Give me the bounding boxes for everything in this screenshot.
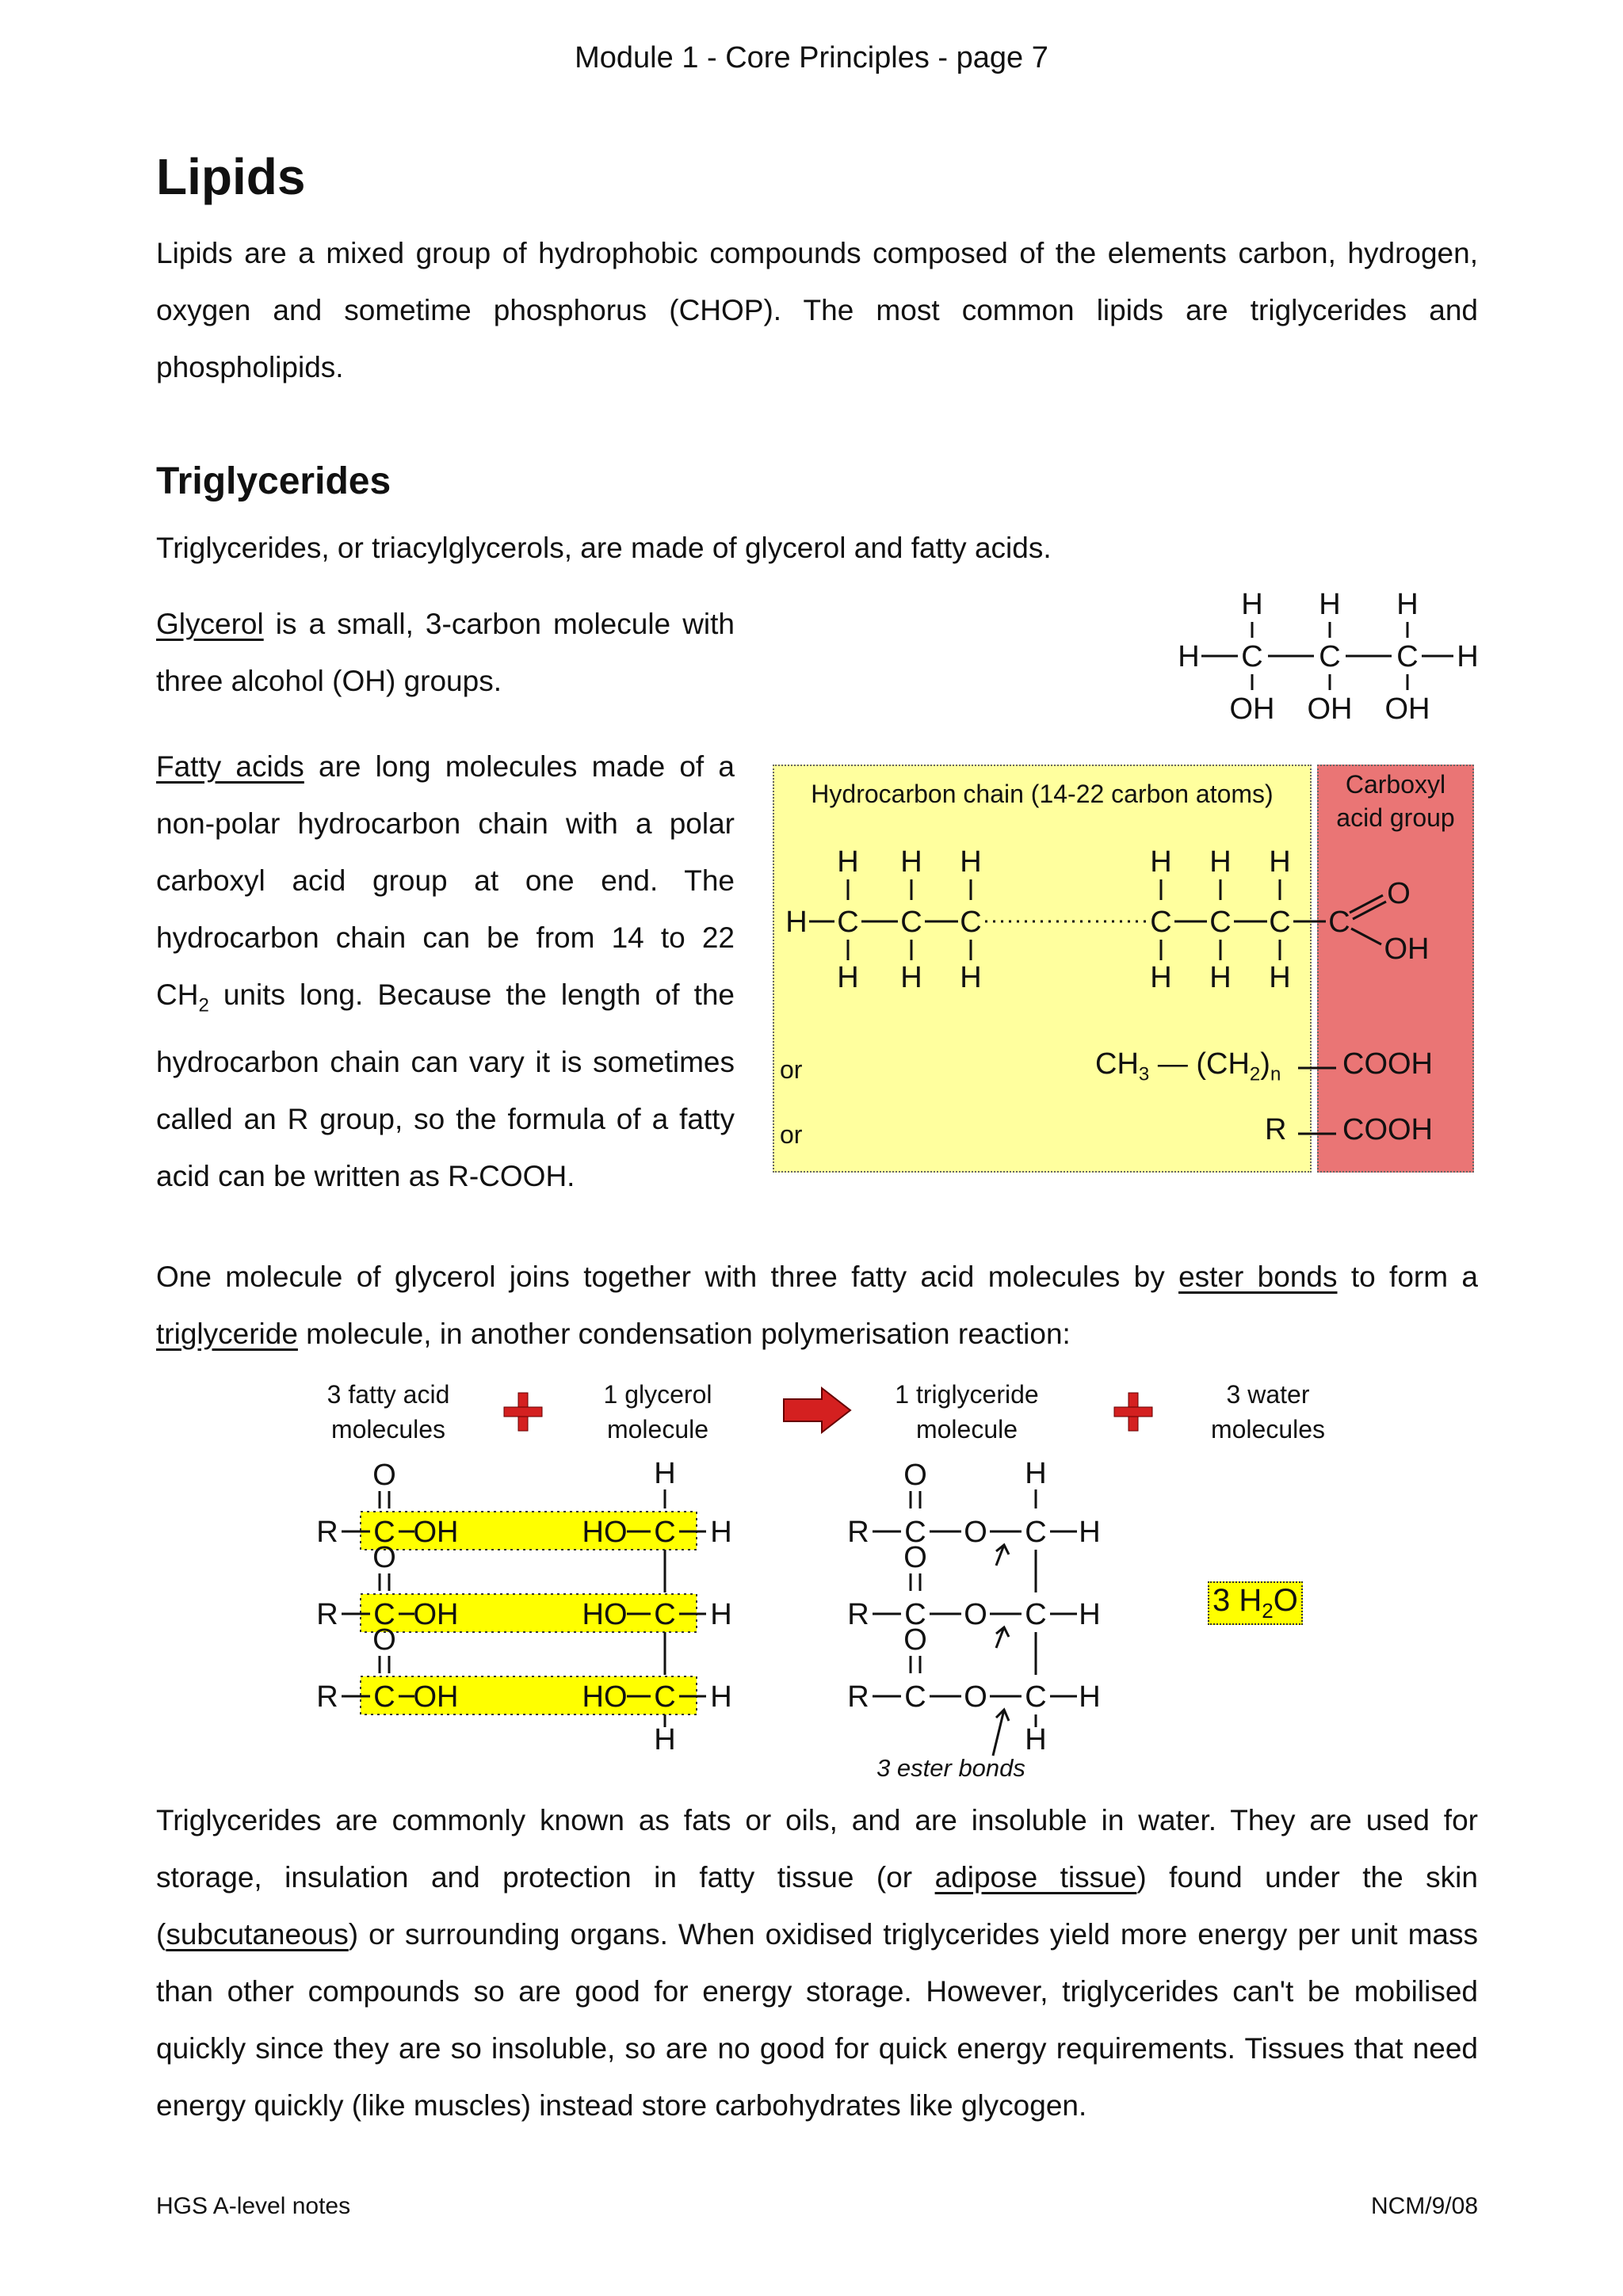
svg-text:C: C: [1025, 1598, 1047, 1631]
svg-text:H: H: [710, 1680, 732, 1714]
svg-text:H: H: [1269, 961, 1291, 994]
svg-text:R: R: [316, 1598, 338, 1631]
svg-text:H: H: [900, 845, 922, 879]
svg-text:C: C: [904, 1680, 926, 1714]
svg-text:C: C: [1025, 1516, 1047, 1549]
svg-text:OH: OH: [1307, 692, 1353, 726]
formula-ch3-sub: 3: [1138, 1063, 1150, 1085]
svg-text:H: H: [1025, 1723, 1047, 1756]
glycerol-paragraph: [156, 596, 735, 710]
svg-text:C: C: [1328, 906, 1350, 939]
svg-text:H: H: [1079, 1516, 1101, 1549]
formula-n-sub: n: [1270, 1063, 1281, 1085]
svg-text:H: H: [710, 1516, 732, 1549]
ester-bonds-term: ester bonds: [1178, 1261, 1338, 1293]
svg-text:H: H: [1457, 640, 1479, 673]
label-fatty-acids: [293, 1377, 483, 1447]
glycerol-term: Glycerol: [156, 608, 264, 640]
svg-text:OH: OH: [413, 1598, 459, 1631]
svg-text:H: H: [1079, 1680, 1101, 1714]
formula-bond-lines: [1293, 1050, 1341, 1137]
join-text-1: One molecule of glycerol joins together with three fatty acid molecules by: [156, 1261, 1179, 1293]
svg-text:R: R: [316, 1516, 338, 1549]
label-water-line2: molecules: [1210, 1415, 1326, 1444]
svg-text:H: H: [710, 1598, 732, 1631]
label-glycerol-line1: 1 glycerol: [603, 1380, 712, 1409]
water-formula: [1208, 1581, 1303, 1625]
label-water: [1173, 1377, 1363, 1447]
svg-text:H: H: [654, 1457, 676, 1490]
svg-text:C: C: [1025, 1680, 1047, 1714]
label-fatty-line2: molecules: [330, 1415, 446, 1444]
svg-text:C: C: [904, 1598, 926, 1631]
svg-text:C: C: [1269, 906, 1291, 939]
svg-text:C: C: [373, 1516, 395, 1549]
formula-close: ): [1260, 1047, 1270, 1081]
fatty-text-2: units long. Because the length of the hydrocarbon chain can vary it is sometimes called an R group, so the formula of a fatty acid can be written as R-COOH.: [156, 978, 735, 1193]
svg-text:H: H: [900, 961, 922, 994]
svg-text:C: C: [1150, 906, 1172, 939]
svg-text:H: H: [1396, 588, 1419, 621]
or-label-2: or: [780, 1120, 803, 1149]
triglyceride-uses-paragraph: [156, 1792, 1478, 2134]
label-tri-line1: 1 triglyceride: [895, 1380, 1039, 1409]
svg-text:C: C: [654, 1598, 676, 1631]
svg-text:R: R: [847, 1598, 869, 1631]
svg-text:OH: OH: [413, 1516, 459, 1549]
fatty-acids-paragraph: [156, 738, 735, 1205]
svg-text:O: O: [1387, 877, 1411, 910]
svg-text:C: C: [654, 1516, 676, 1549]
hydrocarbon-chain-label: Hydrocarbon chain (14-22 carbon atoms): [811, 780, 1274, 808]
svg-text:C: C: [654, 1680, 676, 1714]
glycerol-structure-diagram: [1173, 582, 1490, 741]
svg-text:H: H: [1150, 961, 1172, 994]
running-header: Module 1 - Core Principles - page 7: [575, 41, 1048, 74]
svg-text:O: O: [903, 1541, 927, 1574]
label-fatty-line1: 3 fatty acid: [327, 1380, 450, 1409]
ester-bond-paragraph: [156, 1249, 1478, 1363]
reactants-diagram: [305, 1456, 749, 1757]
fatty-acids-term: Fatty acids: [156, 750, 304, 783]
formula-r: R: [1265, 1113, 1287, 1146]
carboxyl-label-line2: acid group: [1336, 803, 1455, 832]
footer-right: NCM/9/08: [1370, 2193, 1478, 2219]
svg-text:OH: OH: [413, 1680, 459, 1714]
svg-text:C: C: [1209, 906, 1232, 939]
formula-cooh-2: COOH: [1342, 1113, 1433, 1146]
page-title: Lipids: [156, 148, 306, 205]
uses-text-1: Triglycerides are commonly known as fats or oils, and are insoluble in water. They are used for storage, insulation and protection in fatty tissue (or: [156, 1804, 1478, 1894]
triglyceride-term: triglyceride: [156, 1318, 298, 1350]
uses-text-3: ) or surrounding organs. When oxidised triglycerides yield more energy per unit mass than other compounds so are good for energy storage. However, triglycerides can't be mobilised quickly since they are so insoluble, so are no good for quick energy requirements. Tissues that need energy quickly (like muscles) instead store carbohydrates like glycogen.: [156, 1918, 1478, 2122]
svg-text:O: O: [964, 1516, 987, 1549]
label-tri-line2: molecule: [915, 1415, 1018, 1444]
svg-text:H: H: [1241, 588, 1263, 621]
svg-text:R: R: [316, 1680, 338, 1714]
svg-text:C: C: [960, 906, 982, 939]
svg-text:H: H: [1079, 1598, 1101, 1631]
glycerol-text: is a small, 3-carbon molecule with three alcohol (OH) groups.: [156, 608, 735, 697]
svg-text:O: O: [372, 1623, 396, 1657]
svg-text:H: H: [1025, 1457, 1047, 1490]
svg-text:H: H: [837, 845, 859, 879]
svg-text:OH: OH: [1229, 692, 1275, 726]
fatty-text-1: are long molecules made of a non-polar hydrocarbon chain with a polar carboxyl acid group at one end. The hydrocarbon chain can be from 14 to 22 CH: [156, 750, 735, 1011]
label-triglyceride: [864, 1377, 1070, 1447]
section-heading-triglycerides: Triglycerides: [156, 460, 391, 502]
svg-text:H: H: [960, 961, 982, 994]
footer-left: HGS A-level notes: [156, 2193, 351, 2219]
fatty-acid-formula-ch3ch2n: [1095, 1047, 1281, 1086]
svg-text:O: O: [372, 1541, 396, 1574]
formula-ch2-sub: 2: [1249, 1063, 1261, 1085]
svg-text:H: H: [1319, 588, 1341, 621]
svg-text:C: C: [373, 1680, 395, 1714]
svg-text:O: O: [372, 1459, 396, 1492]
triglycerides-lead: Triglycerides, or triacylglycerols, are made of glycerol and fatty acids.: [156, 532, 1052, 564]
svg-text:H: H: [1209, 961, 1232, 994]
svg-text:O: O: [964, 1598, 987, 1631]
triglyceride-diagram: [836, 1456, 1169, 1789]
svg-text:H: H: [1150, 845, 1172, 879]
label-glycerol: [563, 1377, 753, 1447]
svg-text:C: C: [1319, 640, 1341, 673]
svg-text:H: H: [1209, 845, 1232, 879]
svg-text:C: C: [837, 906, 859, 939]
carboxyl-label-line1: Carboxyl: [1345, 770, 1446, 799]
plus-icon: [499, 1388, 547, 1436]
intro-paragraph: Lipids are a mixed group of hydrophobic compounds composed of the elements carbon, hydrogen, oxygen and sometime phosphorus (CHOP). The most common lipids are triglycerides and phospholipids.: [156, 237, 1478, 383]
uses-text-2: ) found under the skin (: [156, 1861, 1478, 1951]
adipose-tissue-term: adipose tissue: [934, 1861, 1137, 1894]
svg-text:H: H: [960, 845, 982, 879]
svg-text:H: H: [1269, 845, 1291, 879]
ester-bonds-label: 3 ester bonds: [876, 1754, 1025, 1782]
svg-text:H: H: [1178, 640, 1200, 673]
svg-text:C: C: [1396, 640, 1419, 673]
svg-text:C: C: [373, 1598, 395, 1631]
water-formula-sub: 2: [1262, 1599, 1274, 1623]
svg-text:R: R: [847, 1680, 869, 1714]
svg-text:HO: HO: [582, 1680, 628, 1714]
svg-text:R: R: [847, 1516, 869, 1549]
formula-cooh-1: COOH: [1342, 1047, 1433, 1081]
label-glycerol-line2: molecule: [606, 1415, 709, 1444]
svg-text:H: H: [837, 961, 859, 994]
join-text-3: molecule, in another condensation polymerisation reaction:: [297, 1318, 1071, 1350]
formula-dash: —: [1157, 1047, 1188, 1081]
svg-text:H: H: [785, 906, 808, 939]
svg-text:H: H: [654, 1723, 676, 1756]
reaction-arrow-icon: [781, 1385, 854, 1436]
water-formula-a: 3 H: [1212, 1583, 1262, 1618]
water-formula-b: O: [1273, 1583, 1298, 1618]
join-text-2: to form a: [1337, 1261, 1478, 1293]
svg-text:O: O: [903, 1459, 927, 1492]
svg-text:HO: HO: [582, 1598, 628, 1631]
svg-text:C: C: [1241, 640, 1263, 673]
svg-text:C: C: [900, 906, 922, 939]
label-water-line1: 3 water: [1226, 1380, 1310, 1409]
svg-text:O: O: [903, 1623, 927, 1657]
svg-text:O: O: [964, 1680, 987, 1714]
svg-text:C: C: [904, 1516, 926, 1549]
fatty-acid-structure-diagram: [773, 840, 1478, 998]
svg-text:HO: HO: [582, 1516, 628, 1549]
svg-text:OH: OH: [1384, 933, 1430, 966]
ch2-subscript: 2: [198, 994, 209, 1016]
formula-ch3: CH: [1095, 1047, 1139, 1081]
subcutaneous-term: subcutaneous: [166, 1918, 349, 1951]
formula-ch2: (CH: [1196, 1047, 1250, 1081]
plus-icon: [1109, 1388, 1157, 1436]
or-label-1: or: [780, 1055, 803, 1084]
svg-text:OH: OH: [1384, 692, 1430, 726]
